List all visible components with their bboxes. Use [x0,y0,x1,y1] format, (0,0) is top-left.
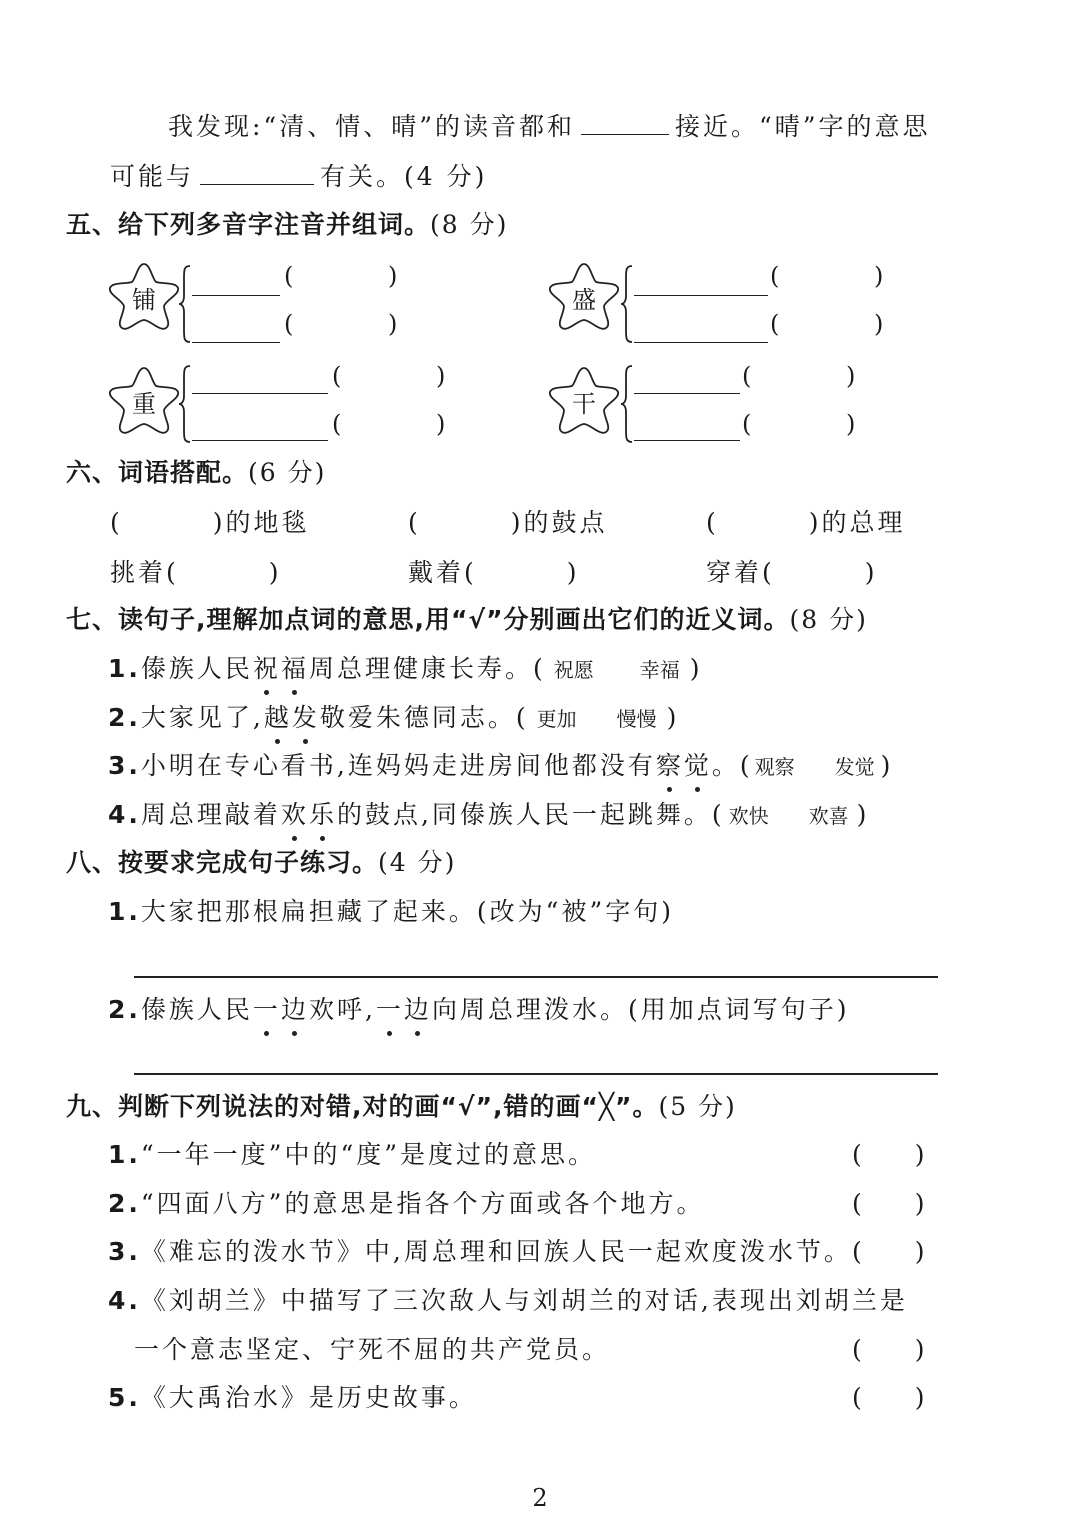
judge-item [108,1235,852,1269]
emphasis-dot-char: 边 [281,993,309,1027]
item-number: 1. [108,654,141,683]
intro-text-b: 接近。“晴”字的意思 [675,112,931,141]
collocation-item[interactable]: ( )的鼓点 [408,508,608,537]
synonym-item [108,701,679,736]
dotted-word-text [376,995,432,1024]
collocation-text: 的鼓点 [523,508,608,537]
word-blank[interactable] [192,342,280,343]
collocation-text: 的地毯 [225,508,310,537]
item-number: 3. [108,1237,141,1266]
pinyin-paren: ) [846,362,856,390]
emphasis-dot-char: 乐 [309,798,337,832]
intro-text-a: 我发现:“清、情、晴”的读音都和 [168,112,575,141]
emphasis-dot-char: 越 [264,701,292,735]
sentence-text: 的鼓点,同傣族人民一起跳舞。( [336,800,725,829]
sentence-text: 。( [711,751,753,780]
exercise-text: 向周总理泼水。(用加点词写句子) [431,995,850,1024]
answer-blank[interactable] [200,158,314,185]
judge-text: 《难忘的泼水节》中,周总理和回族人民一起欢度泼水节。 [140,1237,852,1266]
judge-text: 一个意志坚定、宁死不屈的共产党员。 [134,1335,611,1364]
judge-answer-paren[interactable]: ( ) [852,1140,928,1169]
section-8-points: (4 分) [378,848,457,877]
choice-option[interactable]: 观察 [754,755,795,779]
judge-text: 《大禹治水》是历史故事。 [140,1383,477,1412]
collocation-item[interactable]: ( )的总理 [706,508,906,537]
word-blank[interactable] [192,440,328,441]
answer-line[interactable] [134,976,938,978]
brace-icon [178,364,192,444]
sentence-exercise [108,993,849,1027]
section-7-title: 七、读句子,理解加点词的意思,用“√”分别画出它们的近义词。 [66,605,790,634]
choice-option[interactable]: 慢慢 [616,707,657,731]
pinyin-paren[interactable]: ( [742,410,752,438]
intro-text-c: 可能与 [110,162,195,191]
section-9-heading [66,1090,737,1124]
word-blank[interactable] [192,295,280,296]
item-number: 1. [108,1140,141,1169]
word-blank[interactable] [634,440,740,441]
polyphone-char: 干 [572,390,596,418]
paren-close: ) [666,703,680,732]
word-blank[interactable] [634,342,768,343]
pinyin-paren[interactable]: ( [770,262,780,290]
pinyin-paren: ) [874,310,884,338]
item-number: 5. [108,1383,141,1412]
sentence-text: 傣族人民 [140,654,253,683]
choice-option[interactable]: 欢快 [728,804,769,828]
emphasis-dot-char: 发 [292,701,320,735]
emphasis-dot-char: 边 [404,993,432,1027]
choice-option[interactable]: 祝愿 [553,658,594,682]
sentence-text: 敬爱朱德同志。( [319,703,529,732]
section-5-title: 五、给下列多音字注音并组词。 [66,210,431,239]
section-7-points: (8 分) [789,605,868,634]
paren-close: ) [856,800,870,829]
dotted-word-text [264,703,320,732]
brace-icon [178,264,192,344]
section-5-points: (8 分) [430,210,509,239]
paren-close: ) [689,654,703,683]
choice-option[interactable]: 更加 [536,707,577,731]
word-blank[interactable] [634,393,740,394]
pinyin-paren[interactable]: ( [332,410,342,438]
choice-option[interactable]: 幸福 [639,658,680,682]
section-7-heading [66,603,868,637]
emphasis-dot-char: 祝 [253,652,281,686]
judge-text: “一年一度”中的“度”是度过的意思。 [140,1140,597,1169]
answer-line[interactable] [134,1073,938,1075]
collocation-item[interactable]: 挑着( ) [110,558,282,587]
pinyin-paren: ) [846,410,856,438]
brace-icon [620,264,634,344]
collocation-text: 穿着 [706,558,763,587]
intro-text-d: 有关。(4 分) [320,162,488,191]
pinyin-paren: ) [436,410,446,438]
collocation-text: 的总理 [821,508,906,537]
item-number: 2. [108,703,141,732]
pinyin-paren: ) [436,362,446,390]
judge-item [108,1381,477,1415]
dotted-word-text [281,800,337,829]
section-8-heading [66,846,456,880]
emphasis-dot-char: 一 [376,993,404,1027]
pinyin-paren[interactable]: ( [770,310,780,338]
pinyin-paren: ) [874,262,884,290]
intro-line-1 [168,108,931,144]
page-number: 2 [532,1484,548,1512]
choice-option[interactable]: 发觉 [834,755,875,779]
judge-answer-paren[interactable]: ( ) [852,1237,928,1266]
collocation-text: 戴着 [408,558,465,587]
synonym-item [108,652,702,687]
exercise-text: 欢呼, [308,995,376,1024]
dotted-word [376,995,432,1024]
word-blank[interactable] [634,295,768,296]
dotted-word-text [253,654,309,683]
sentence-exercise [108,895,674,929]
emphasis-dot-char: 欢 [281,798,309,832]
exercise-text: 大家把那根扁担藏了起来。(改为“被”字句) [140,897,674,926]
brace-icon [620,364,634,444]
collocation-text: 挑着 [110,558,167,587]
pinyin-paren: ) [388,310,398,338]
dotted-word-text [656,751,712,780]
intro-line-2 [110,158,487,194]
sentence-text: 大家见了, [140,703,264,732]
sentence-text: 周总理敲着 [140,800,281,829]
judge-answer-paren[interactable]: ( ) [852,1335,928,1364]
dotted-word [656,751,712,780]
collocation-item[interactable]: ( )的地毯 [110,508,310,537]
item-number: 2. [108,995,141,1024]
exercise-text: 傣族人民 [140,995,253,1024]
emphasis-dot-char: 察 [656,749,684,783]
judge-item-continued [134,1333,610,1367]
item-number: 3. [108,751,141,780]
item-number: 1. [108,897,141,926]
judge-item [108,1284,908,1318]
sentence-text: 周总理健康长寿。( [308,654,546,683]
judge-answer-paren[interactable]: ( ) [852,1383,928,1412]
polyphone-char: 重 [132,390,156,418]
emphasis-dot-char: 福 [281,652,309,686]
collocation-item[interactable]: 穿着( ) [706,558,878,587]
pinyin-paren[interactable]: ( [284,262,294,290]
synonym-item [108,749,893,784]
paren-close: ) [880,751,894,780]
pinyin-paren: ) [388,262,398,290]
judge-item [108,1187,704,1221]
dotted-word-text [253,995,309,1024]
section-9-points: (5 分) [658,1092,737,1121]
item-number: 4. [108,800,141,829]
pinyin-paren[interactable]: ( [332,362,342,390]
emphasis-dot-char: 觉 [684,749,712,783]
dotted-word [253,995,309,1024]
judge-text: 《刘胡兰》中描写了三次敌人与刘胡兰的对话,表现出刘胡兰是 [140,1286,908,1315]
sentence-text: 小明在专心看书,连妈妈走进房间他都没有 [140,751,656,780]
dotted-word [281,800,337,829]
synonym-item [108,798,869,833]
section-6-heading [66,456,326,490]
dotted-word [253,654,309,683]
dotted-word [264,703,320,732]
section-6-title: 六、词语搭配。 [66,458,249,487]
section-9-title: 九、判断下列说法的对错,对的画“√”,错的画“╳”。 [66,1092,659,1121]
judge-text: “四面八方”的意思是指各个方面或各个地方。 [140,1189,705,1218]
word-blank[interactable] [192,393,328,394]
section-5-heading [66,208,508,242]
section-6-points: (6 分) [248,458,327,487]
pinyin-paren[interactable]: ( [742,362,752,390]
section-8-title: 八、按要求完成句子练习。 [66,848,379,877]
polyphone-char: 盛 [572,286,596,314]
judge-item [108,1138,596,1172]
choice-option[interactable]: 欢喜 [808,804,849,828]
judge-answer-paren[interactable]: ( ) [852,1189,928,1218]
pinyin-paren[interactable]: ( [284,310,294,338]
item-number: 4. [108,1286,141,1315]
answer-blank[interactable] [581,108,669,135]
polyphone-char: 铺 [132,286,156,314]
item-number: 2. [108,1189,141,1218]
collocation-item[interactable]: 戴着( ) [408,558,580,587]
emphasis-dot-char: 一 [253,993,281,1027]
